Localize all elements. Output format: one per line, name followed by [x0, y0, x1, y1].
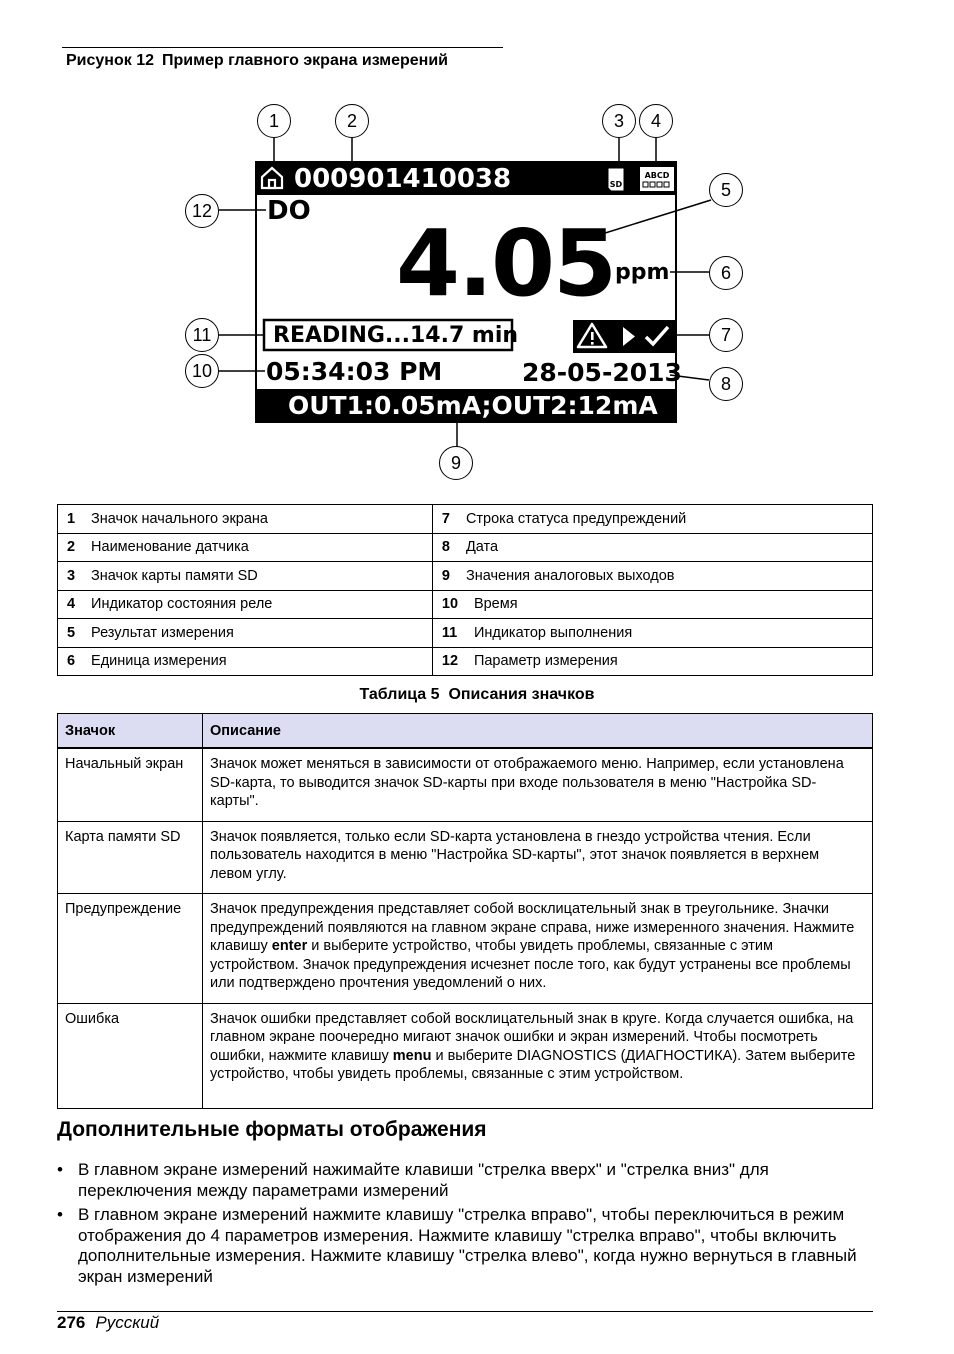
callout-12: 12 [185, 194, 219, 228]
callout-10: 10 [185, 354, 219, 388]
measurement-parameter: DO [267, 196, 311, 226]
table-row: 4 Индикатор состояния реле 10 Время [58, 590, 873, 619]
bullet-list [57, 1160, 887, 1291]
top-rule [62, 47, 503, 48]
sd-card-icon [608, 168, 624, 191]
table-row: 6 Единица измерения 12 Параметр измерения [58, 647, 873, 676]
table-header-row [58, 714, 873, 749]
page-number: 276 [57, 1313, 86, 1332]
column-header: Значок [58, 714, 203, 749]
measurement-screen-figure [170, 100, 790, 490]
callout-4: 4 [639, 104, 673, 138]
callout-6: 6 [709, 256, 743, 290]
section-heading: Дополнительные форматы отображения [57, 1118, 487, 1141]
callout-3: 3 [602, 104, 636, 138]
callout-8: 8 [709, 367, 743, 401]
measurement-value: 4.05 [396, 210, 615, 317]
callout-5: 5 [709, 173, 743, 207]
date-display: 28-05-2013 [522, 358, 682, 387]
page-footer [57, 1313, 159, 1333]
svg-text:SD: SD [609, 180, 623, 189]
table-row: 3 Значок карты памяти SD 9 Значения аналоговых выходов [58, 562, 873, 591]
callout-7: 7 [709, 318, 743, 352]
relay-status-icon [640, 167, 674, 191]
table-row: 5 Результат измерения 11 Индикатор выполнения [58, 619, 873, 648]
footer-language: Русский [95, 1313, 160, 1332]
column-header: Описание [203, 714, 873, 749]
table-row: Ошибка Значок ошибки представляет собой восклицательный знак в круге. Когда случается ошибка, на главном экране поочередно мигают значок ошибки и экран измерений. Чтобы посмотреть ошибки, нажмите клавишу menu и выберите DIAGNOSTICS (ДИАГНОСТИКА). Затем выберите устройство, чтобы увидеть проблемы, связанные с этим устройством. [58, 1003, 873, 1108]
callout-2: 2 [335, 104, 369, 138]
footer-rule [57, 1311, 873, 1312]
table-row: Предупреждение Значок предупреждения представляет собой восклицательный знак в треугольнике. Значки предупреждений появляются на главном экране справа, ниже измеренного значения. Нажмите клавишу enter и выберите устройство, чтобы увидеть проблемы, связанные с этим устройством. Значок предупреждения исчезнет после того, как будут устранены все проблемы или подтверждено прочтения уведомлений о них. [58, 894, 873, 1004]
table-caption: Таблица 5 Описания значков [359, 686, 595, 703]
analog-outputs: OUT1:0.05mA;OUT2:12mA [288, 391, 658, 420]
icon-descriptions-table [57, 713, 873, 1109]
callout-11: 11 [185, 318, 219, 352]
measurement-unit: ppm [615, 260, 670, 285]
time-display: 05:34:03 PM [266, 357, 443, 386]
callout-1: 1 [257, 104, 291, 138]
list-item: • В главном экране измерений нажмите клавишу "стрелка вправо", чтобы переключиться в режим отображения до 4 параметров измерения. Нажмите клавишу "стрелка вправо", чтобы включить дополнительные измерения. Нажмите клавишу "стрелка влево", когда нужно вернуться в главный экран измерений [57, 1205, 887, 1287]
callout-9: 9 [439, 446, 473, 480]
table-row: Карта памяти SD Значок появляется, только если SD-карта установлена в гнездо устройства чтения. Если пользователь находится в меню "Настройка SD-карты", этот значок появляется в верхнем левом углу. [58, 821, 873, 894]
list-item: • В главном экране измерений нажимайте клавиши "стрелка вверх" и "стрелка вниз" для переключения между параметрами измерений [57, 1160, 887, 1201]
figure-legend-table [57, 504, 873, 676]
svg-text:ABCD: ABCD [644, 171, 670, 180]
figure-caption: Рисунок 12 Пример главного экрана измерений [66, 52, 448, 69]
table-row: 2 Наименование датчика 8 Дата [58, 533, 873, 562]
table-row: 1 Значок начального экрана 7 Строка статуса предупреждений [58, 505, 873, 534]
progress-indicator: READING...14.7 min [273, 323, 519, 348]
table-row: Начальный экран Значок может меняться в зависимости от отображаемого меню. Например, если установлена SD-карта, то выводится значок SD-карты при входе пользователя в меню "Настройка SD-карты". [58, 748, 873, 821]
sensor-serial: 000901410038 [294, 164, 512, 194]
